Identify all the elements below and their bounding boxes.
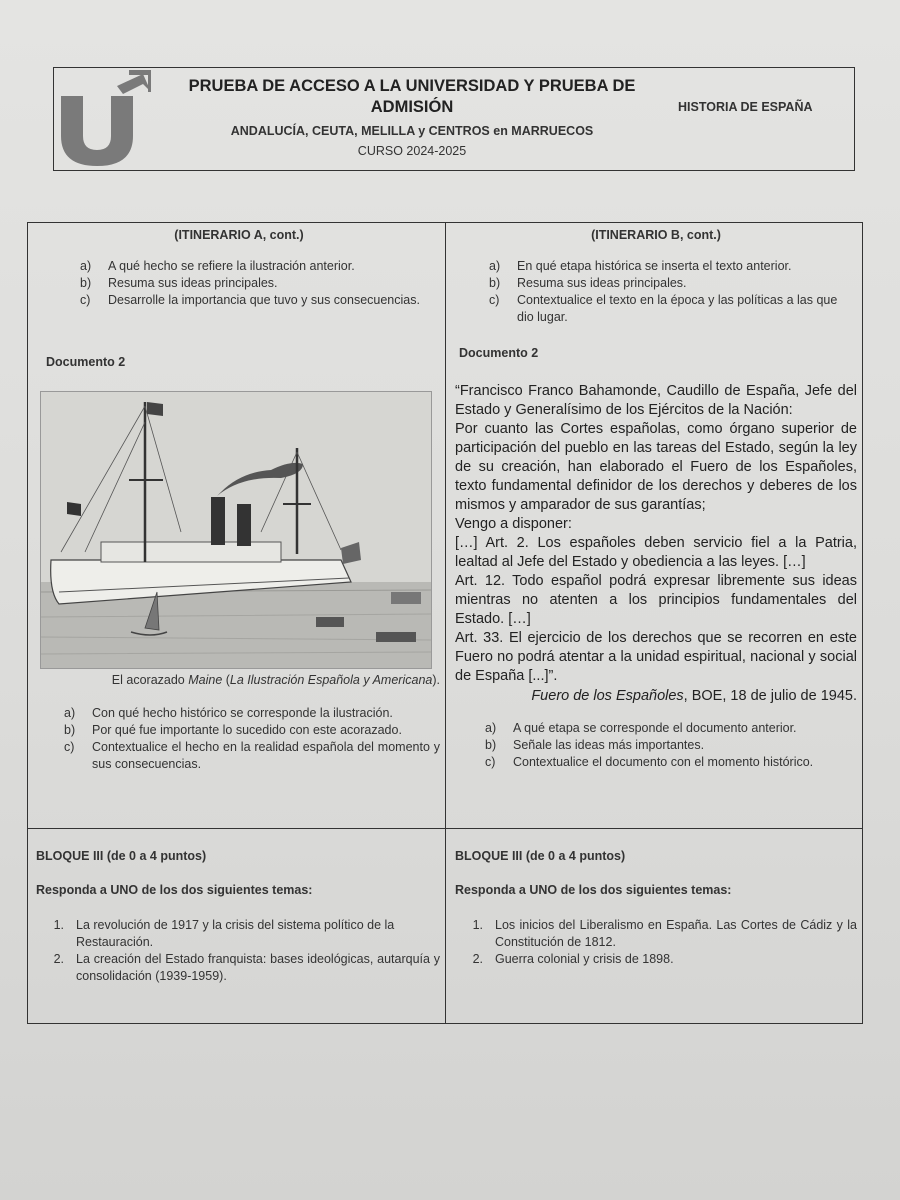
list-item: a) A qué hecho se refiere la ilustración anterior. (80, 259, 355, 273)
quote-paragraph: Vengo a disponer: (455, 516, 572, 532)
list-item: c) Contextualice el documento con el momento histórico. (485, 755, 814, 769)
universidad-u-logo (59, 70, 151, 166)
exam-subject: HISTORIA DE ESPAÑA (678, 100, 813, 114)
bloque-iii-right (455, 833, 857, 968)
bloque-instruction: Responda a UNO de los dos siguientes temas: (36, 883, 313, 897)
bloque-instruction: Responda a UNO de los dos siguientes temas: (455, 883, 732, 897)
list-item: 1. Los inicios del Liberalismo en España. Las Cortes de Cádiz y la Constitución de 1812. (472, 918, 857, 949)
documento-2-label-b: Documento 2 (459, 346, 539, 360)
quote-paragraph: Art. 33. El ejercicio de los derechos que se recorren en este Fuero no podrá atentar a la unidad espiritual, nacional y social de España [...]”. (455, 630, 857, 684)
itinerario-b-questions1 (489, 258, 857, 326)
topic-list (455, 917, 857, 968)
bloque-title: BLOQUE III (de 0 a 4 puntos) (455, 849, 626, 863)
list-item: b) Resuma sus ideas principales. (489, 276, 687, 290)
list-item: 2. Guerra colonial y crisis de 1898. (472, 952, 674, 966)
quote-paragraph: […] Art. 2. Los españoles deben servicio fiel a la Patria, lealtad al Jefe del Estado y obediencia a las leyes. […] (455, 535, 857, 570)
row-divider (28, 828, 862, 829)
list-item: c) Contextualice el texto en la época y las políticas a las que dio lugar. (489, 293, 838, 324)
list-item: b) Resuma sus ideas principales. (80, 276, 278, 290)
documento-2-label-a: Documento 2 (46, 355, 126, 369)
exam-title-line1: PRUEBA DE ACCESO A LA UNIVERSIDAD Y PRUEBA DE (188, 77, 636, 95)
list-item: a) Con qué hecho histórico se corresponde la ilustración. (64, 706, 393, 720)
list-item: c) Contextualice el hecho en la realidad española del momento y sus consecuencias. (64, 740, 440, 771)
itinerario-b-title: (ITINERARIO B, cont.) (591, 228, 721, 242)
list-item: c) Desarrolle la importancia que tuvo y sus consecuencias. (80, 293, 420, 307)
quote-paragraph: Art. 12. Todo español podrá expresar libremente sus ideas mientras no atenten a los principios fundamentales del Estado. […] (455, 573, 857, 627)
itinerario-a-title: (ITINERARIO A, cont.) (174, 228, 304, 242)
quote-paragraph: Por cuanto las Cortes españolas, como órgano superior de participación del pueblo en las tareas del Estado, según la ley de su creación, han elaborado el Fuero de los Españoles, texto fundamental definidor de los derechos y deberes de los mismos y amparador de sus garantías; (455, 421, 857, 513)
battleship-image (41, 392, 431, 668)
bloque-title: BLOQUE III (de 0 a 4 puntos) (36, 849, 207, 863)
quote-paragraph: “Francisco Franco Bahamonde, Caudillo de España, Jefe del Estado y Generalísimo de los Ejércitos de la Nación: (455, 383, 857, 418)
list-item: 2. La creación del Estado franquista: bases ideológicas, autarquía y consolidación (1939-1959). (53, 952, 440, 983)
exam-header (53, 67, 855, 171)
itinerario-a-questions2 (64, 705, 440, 773)
header-center (172, 76, 652, 158)
illustration-caption: El acorazado Maine (La Ilustración Española y Americana). (111, 673, 440, 687)
itinerario-a-questions1 (80, 258, 440, 309)
itinerario-b-questions2 (485, 720, 857, 771)
topic-list (36, 917, 440, 985)
quote-source: Fuero de los Españoles, BOE, 18 de julio de 1945. (531, 688, 857, 704)
exam-course: CURSO 2024-2025 (357, 144, 467, 158)
itinerario-b-cell (455, 223, 857, 771)
exam-region: ANDALUCÍA, CEUTA, MELILLA y CENTROS en MARRUECOS (230, 124, 594, 138)
list-item: a) En qué etapa histórica se inserta el texto anterior. (489, 259, 792, 273)
fuero-quote (455, 382, 857, 686)
exam-table (27, 222, 863, 1024)
bloque-iii-left (36, 833, 440, 985)
list-item: 1. La revolución de 1917 y la crisis del sistema político de la Restauración. (53, 918, 395, 949)
list-item: b) Por qué fue importante lo sucedido con este acorazado. (64, 723, 402, 737)
list-item: a) A qué etapa se corresponde el documento anterior. (485, 721, 797, 735)
list-item: b) Señale las ideas más importantes. (485, 738, 705, 752)
itinerario-a-cell (38, 223, 440, 773)
column-divider (445, 223, 446, 1023)
exam-title-line2: ADMISIÓN (370, 98, 454, 116)
maine-illustration (40, 391, 432, 669)
